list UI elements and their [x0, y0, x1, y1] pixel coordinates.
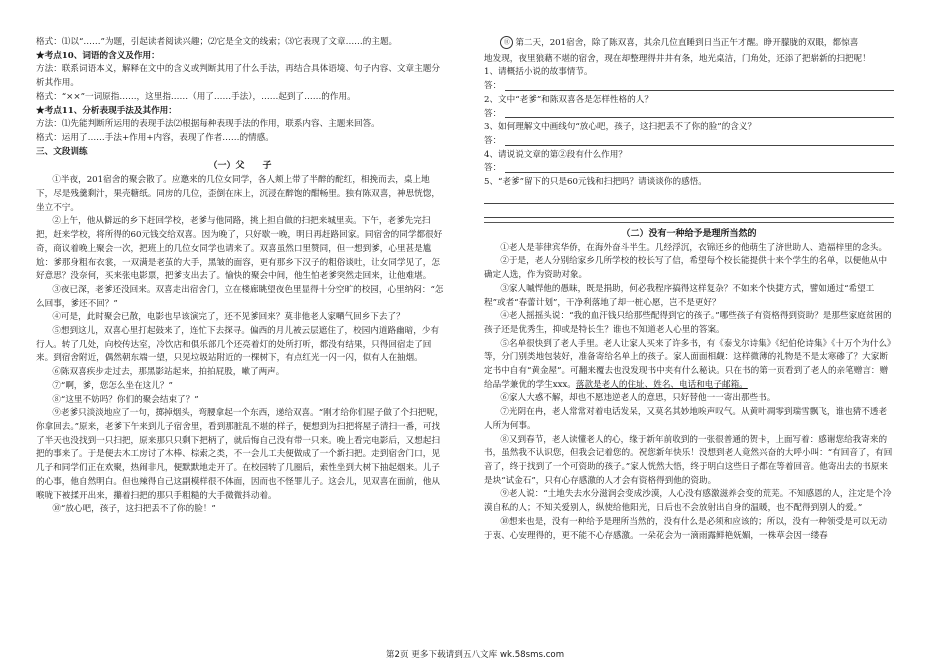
- paragraph-9: ⑨老爹只淡淡地应了一句，掷掉烟头，弯腰拿起一个东西，递给双喜。“刚才给你们屋子做了个扫把呢，你拿回去。”原来，老爹下午来到儿子宿舍里，看到那脏乱不堪的样子，便想到为扫把将屋子清扫一番，可找了半天也没找到一只扫把，原来那只只剩下把柄了，就后悔自己没有带一只来。晚上看完电影后，又想起扫把的事来了。于是便去木工房讨了木棒、棕索之类，不一会儿工夫便做成了一个新扫把。走到宿舍门口，见几子和同学们正在欢聚，热闹非凡，便默默地走开了。在校园转了几圈后，索性坐到大树下抽起烟来。儿子的心事，他自然明白。但也辣得自己这副模样很不体面，因而也不怪罪儿子。这会儿，见双喜在面前，他从喉咙下被揉开出来，攥着扫把的那只手粗糙的大手微微抖动着。: [36, 408, 444, 501]
- paragraph-b10: ⑩想来也是，没有一种给予是理所当然的，没有什么是必须和应该的；所以，没有一种领受是可以无动于衷、心安理得的，更不能不心存感激。一朵花会为一滴雨露鲜艳妩媚，一株草会因一缕春: [484, 516, 888, 541]
- paragraph-b5-text: ⑤名单很快到了老人手里。老人让家人买来了许多书，有《泰戈尔诗集》《纪伯伦诗集》《十万个为什么》等，分门别类地包装好，准备寄给名单上的孩子。家人面面相觑：这样微薄的礼物是不是太寒碜了？大家断定书中自有“黄金屋”。可翻来覆去也没发现书中夹有什么秘诀。只在书的第一页看到了老人的亲笔赠言：赠给品学兼优的学生xxx。: [484, 338, 892, 390]
- paragraph-number-badge: ⑪: [500, 36, 513, 49]
- section-heading: 三、文段训练: [36, 146, 88, 157]
- question-3: 3、如何理解文中画线句“放心吧，孩子，这扫把丢不了你的脸”的含义？: [484, 122, 757, 133]
- paragraph-11-start: 第二天，201宿舍，除了陈双喜，其余几位直睡到日当正午才醒。睁开朦胧的双眼，都惊喜: [515, 38, 859, 48]
- paragraph-2: ②上午，他从僻远的乡下赶回学校，老爹与他同路，挑上担自做的扫把来城里卖。下午，老爹先完扫把，赶来学校，将所得的60元钱交给双喜。因为晚了，只好歇一晚，明日再赶路回家。同宿舍的同学都很好奇，商议着晚上聚会一次，把班上的几位女同学也请来了。双喜虽然口里赞同，但一想到爹，心里甚是尴尬：爹那身粗布衣裳，一双满是老茧的大手，黑皱的面容，更有那乡下汉子的粗俗谈吐，让女同学见了，怎好意思？没奈何，买来张电影票，把爹支出去了。愉快的聚会中间，他生怕老爹突然走回来，让他难堪。: [36, 216, 443, 282]
- method-line-10: 方法：联系词语本义，解释在文中的含义或判断其用了什么手法，再结合具体语境、句子内容、文章主题分析其作用。: [36, 64, 440, 89]
- answer-label: 答：: [484, 135, 502, 146]
- paragraph-10: ⑩“放心吧，孩子，这扫把丢不了你的脸！”: [52, 504, 216, 515]
- answer-label: 答：: [484, 163, 502, 174]
- page-footer: 第2页 更多下载请到五八文库 wk.58sms.com: [385, 650, 565, 660]
- paragraph-b8: ⑧又到春节，老人读懂老人的心，缘于新年前收到的一张很普通的贺卡，上面写着：感谢您给我寄来的书，虽然我不认识您，但我会记着您的。祝您新年快乐！没想到老人竟然兴奋的大呼小叫：“有回音了，有回音了，终于找到了一个可资助的孩子。”家人恍然大悟，终于明白这些日子都在等着回音。他寄出去的书原来是块“试金石”，只有心存感激的人才会有资格得到他的资助。: [484, 434, 893, 486]
- underlined-sentence: 落款是老人的住址、姓名、电话和电子邮箱。: [575, 379, 748, 390]
- paragraph-b5: [484, 338, 894, 393]
- question-2: 2、文中“老爹”和陈双喜各是怎样性格的人？: [484, 94, 653, 105]
- answer-line-3[interactable]: [484, 135, 894, 149]
- answer-line-1[interactable]: [484, 80, 894, 94]
- answer-line-4[interactable]: [484, 162, 894, 176]
- key-point-11-heading: ★考点11、分析表现手法及其作用：: [36, 105, 177, 116]
- answer-label: 答：: [484, 108, 502, 119]
- paragraph-7: ⑦“啊，爹，您怎么坐在这儿？”: [52, 380, 173, 391]
- paragraph-6: ⑥陈双喜疾步走过去，那黑影站起来，拍拍屁股，嗽了两声。: [52, 367, 285, 378]
- format-line-1: 格式：⑴以“……”为题，引起读者阅读兴趣；⑵它是全文的线索；⑶它表现了文章……的主题。: [36, 37, 398, 47]
- answer-label: 答：: [484, 81, 502, 92]
- paragraph-8: ⑧“这里不妨吗？你们的聚会结束了？”: [52, 394, 199, 405]
- answer-line-6[interactable]: [484, 204, 894, 218]
- format-line-10: 格式：“××”一词原指……，这里指……（用了……手法），……起到了……的作用。: [36, 91, 356, 102]
- method-line-11: 方法：⑴先能判断所运用的表现手法⑵根据每种表现手法的作用，联系内容、主题来回答。: [36, 119, 380, 130]
- paragraph-b1: ①老人是菲律宾华侨，在海外奋斗半生。几经浮沉，衣锦还乡的他萌生了济世助人、造福梓里的念头。: [500, 242, 888, 253]
- paragraph-b3: ③家人嘁悍他的愚昧，既是捐助，何必我程序搞得这样复杂？不如来个快捷方式，譬如通过“希望工程”或者“春蕾计划”，干净利落地了却一桩心愿，岂不是更好？: [484, 283, 875, 308]
- article-title-fuzi: （一）父 子: [208, 161, 272, 172]
- paragraph-b9: ⑨老人说：“土地失去水分滋润会变成沙漠，人心没有感激滋养会变的荒芜。不知感恩的人，注定是个冷漠自私的人；不知关爱别人，纵使给他阳光，日后也不会放射出自身的温暖，也不配得到别人的爱。”: [484, 489, 892, 514]
- paragraph-4: ④可是，此时聚会已散，电影也早该演完了，还不见爹回来？莫非他老人家嗮气回乡下去了？: [52, 312, 405, 323]
- paragraph-b2: ②于是，老人分别给家乡几所学校的校长写了信，希望每个校长能提供十来个学生的名单，以便他从中确定人选，作为资助对象。: [484, 256, 888, 281]
- question-4: 4、请说说文章的第②段有什么作用？: [484, 149, 627, 160]
- answer-line-5[interactable]: [484, 190, 894, 204]
- paragraph-11-continued: 地发现，夜里狼藉不堪的宿舍，现在却整理得井井有条，地光桌洁，门角处，还添了把崭新的扫把呢！: [484, 53, 871, 64]
- answer-line-2[interactable]: [484, 108, 894, 122]
- paragraph-5: ⑤想到这儿，双喜心里打起鼓来了，连忙下去探寻。偏西的月儿被云层遮住了，校园内道路幽暗，少有行人。转了几处，向校传达室，冷饮店和俱乐部几个还亮着灯的处所打听，都没有结果，只得回宿走了回来。到宿舍附近，偶然朝东端一望，只见垃圾站附近的一棵树下，有点红光一闪一闪，似有人在抽烟。: [36, 326, 440, 364]
- format-line-11: 格式：运用了……手法+作用+内容，表现了作者……的情感。: [36, 132, 274, 143]
- paragraph-b6: ⑥家人大惑不解，却也不愿违逆老人的意思，只好替他一一寄出那些书。: [500, 393, 776, 404]
- key-point-10-heading: ★考点10、词语的含义及作用：: [36, 50, 160, 61]
- article-title-giving: （二）没有一种给予是理所当然的: [621, 228, 757, 239]
- paragraph-3: ③夜已深，老爹还没回来。双喜走出宿舍门，立在楼廊眺望夜色里显得十分空旷的校园，心里纳闷：“怎么回事，爹还不回？”: [36, 284, 444, 309]
- paragraph-b7: ⑦光阴在冉，老人常常对着电话发呆，又莫名其妙地唉声叹气。从黄叶凋零到瑞雪飘飞，谁也猜不透老人所为何事。: [484, 407, 888, 431]
- paragraph-b4: ④老人摇摇头说：“我的血汗钱只给那些配得到它的孩子。”哪些孩子有资格得到资助？是那些家庭贫困的孩子还是优秀生，抑或是特长生？谁也不知道老人心里的答案。: [484, 311, 892, 335]
- left-column: [36, 36, 444, 517]
- right-column: [484, 36, 894, 543]
- section-divider: [484, 222, 894, 223]
- question-1: 1、请概括小说的故事情节。: [484, 67, 593, 78]
- question-5: 5、“老爹”留下的只是60元钱和扫把吗？请谈谈你的感悟。: [484, 177, 707, 188]
- paragraph-11: [484, 36, 894, 51]
- paragraph-1: ①半夜，201宿舍的聚会散了。应邀来的几位女同学，各人颊上带了半醉的酡红，相挽而去，桌上地下，尽是残羹剩汁，果壳糖纸。同房的几位，歪倒在床上，沉浸在醉饱的酣畅里。独有陈双喜，神思恍惚，坐立不宁。: [36, 175, 440, 213]
